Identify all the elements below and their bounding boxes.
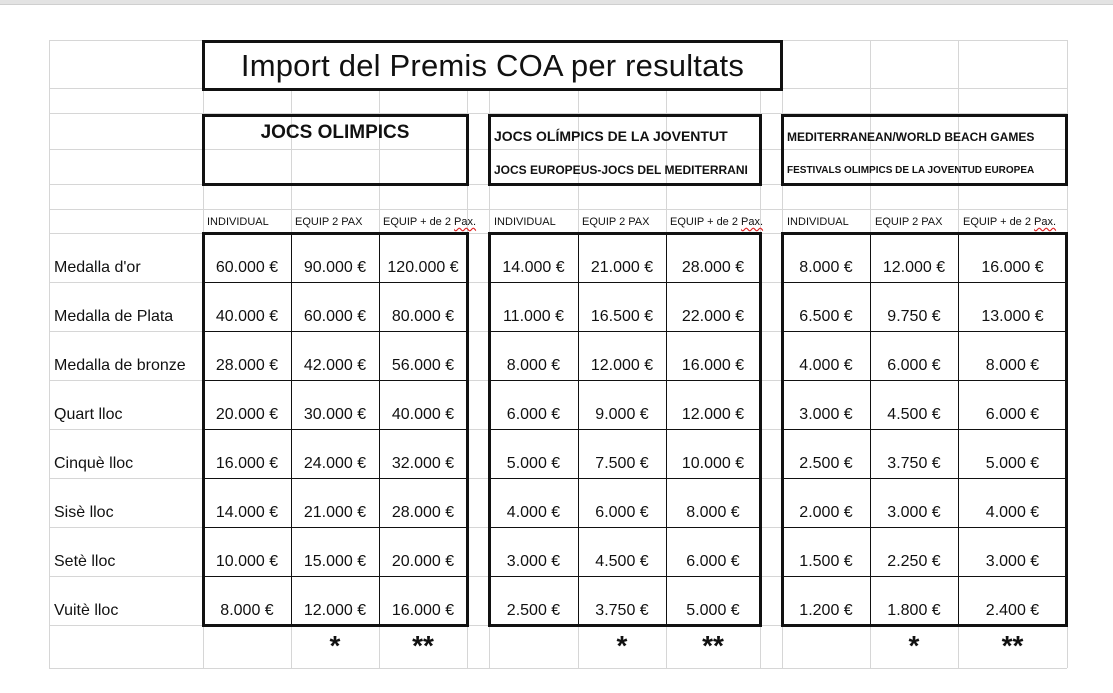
table-cell[interactable]: 8.000 € xyxy=(220,602,274,619)
table-cell[interactable]: 4.000 € xyxy=(799,357,853,374)
table-cell[interactable]: 14.000 € xyxy=(215,504,279,521)
column-header-unit: Pax. xyxy=(741,216,764,228)
table-cell[interactable]: 24.000 € xyxy=(303,455,367,472)
group-youth-subtitle: JOCS EUROPEUS-JOCS DEL MEDITERRANI xyxy=(494,163,748,177)
footnote-mark: ** xyxy=(412,630,434,661)
footnote-mark: * xyxy=(908,630,920,661)
row-label: Cinquè lloc xyxy=(54,455,134,472)
cell-divider-h xyxy=(202,527,469,528)
table-cell[interactable]: 28.000 € xyxy=(391,504,455,521)
table-cell[interactable]: 16.500 € xyxy=(590,308,654,325)
cell-divider-h xyxy=(781,478,1068,479)
table-cell[interactable]: 28.000 € xyxy=(681,259,745,276)
table-cell[interactable]: 10.000 € xyxy=(215,553,279,570)
cell-divider-h xyxy=(202,478,469,479)
table-cell[interactable]: 80.000 € xyxy=(391,308,455,325)
table-cell[interactable]: 1.500 € xyxy=(799,553,853,570)
group-med-title: MEDITERRANEAN/WORLD BEACH GAMES xyxy=(787,130,1035,144)
column-header: EQUIP 2 PAX xyxy=(875,216,943,228)
table-cell[interactable]: 28.000 € xyxy=(215,357,279,374)
table-cell[interactable]: 30.000 € xyxy=(303,406,367,423)
table-cell[interactable]: 12.000 € xyxy=(681,406,745,423)
grid-row-line xyxy=(49,209,1067,210)
table-cell[interactable]: 16.000 € xyxy=(681,357,745,374)
table-cell[interactable]: 21.000 € xyxy=(303,504,367,521)
grid-row-line xyxy=(49,668,1067,669)
table-cell[interactable]: 14.000 € xyxy=(502,259,565,276)
row-label: Setè lloc xyxy=(54,553,116,570)
cell-divider-h xyxy=(781,331,1068,332)
table-cell[interactable]: 3.000 € xyxy=(887,504,941,521)
cell-divider-h xyxy=(781,282,1068,283)
table-cell[interactable]: 40.000 € xyxy=(215,308,279,325)
table-cell[interactable]: 13.000 € xyxy=(981,308,1044,325)
cell-divider-h xyxy=(781,576,1068,577)
column-header xyxy=(963,216,1056,228)
table-cell[interactable]: 12.000 € xyxy=(590,357,654,374)
column-header xyxy=(670,216,763,228)
footnote-mark: ** xyxy=(702,630,724,661)
table-cell[interactable]: 2.400 € xyxy=(985,602,1040,619)
cell-divider-h xyxy=(202,576,469,577)
cell-divider-h xyxy=(488,429,762,430)
footnote-mark: * xyxy=(329,630,341,661)
table-cell[interactable]: 9.750 € xyxy=(887,308,941,325)
page-title: Import del Premis COA per resultats xyxy=(240,47,745,83)
column-header-unit: Pax. xyxy=(1034,216,1057,228)
table-cell[interactable]: 16.000 € xyxy=(391,602,455,619)
column-header: EQUIP 2 PAX xyxy=(295,216,363,228)
column-header-text: EQUIP + de 2 xyxy=(670,216,742,228)
table-cell[interactable]: 2.250 € xyxy=(887,553,941,570)
table-cell[interactable]: 6.000 € xyxy=(985,406,1040,423)
row-label: Medalla de bronze xyxy=(54,357,186,374)
table-cell[interactable]: 22.000 € xyxy=(681,308,745,325)
table-cell[interactable]: 6.000 € xyxy=(887,357,941,374)
cell-divider-h xyxy=(488,478,762,479)
table-cell[interactable]: 16.000 € xyxy=(981,259,1044,276)
cell-divider-h xyxy=(488,576,762,577)
row-label: Quart lloc xyxy=(54,406,123,423)
table-cell[interactable]: 56.000 € xyxy=(391,357,455,374)
group-youth-title: JOCS OLÍMPICS DE LA JOVENTUT xyxy=(494,128,728,144)
table-cell[interactable]: 6.000 € xyxy=(686,553,740,570)
cell-divider-h xyxy=(781,527,1068,528)
cell-divider-h xyxy=(488,380,762,381)
row-label: Sisè lloc xyxy=(54,504,114,521)
table-cell[interactable]: 8.000 € xyxy=(985,357,1040,374)
cell-divider-h xyxy=(202,331,469,332)
cell-divider-h xyxy=(488,282,762,283)
table-cell[interactable]: 2.500 € xyxy=(799,455,853,472)
group-med-subtitle: FESTIVALS OLIMPICS DE LA JOVENTUD EUROPEA xyxy=(787,165,1035,176)
table-cell[interactable]: 12.000 € xyxy=(303,602,367,619)
footnote-mark: ** xyxy=(1001,630,1024,661)
column-header xyxy=(383,216,476,228)
cell-divider-h xyxy=(781,380,1068,381)
column-header: INDIVIDUAL xyxy=(787,216,849,228)
row-label: Medalla de Plata xyxy=(54,308,174,325)
table-cell[interactable]: 4.500 € xyxy=(595,553,649,570)
table-cell[interactable]: 60.000 € xyxy=(303,308,367,325)
table-cell[interactable]: 20.000 € xyxy=(215,406,279,423)
grid-col-line xyxy=(49,40,50,668)
table-cell[interactable]: 4.000 € xyxy=(506,504,561,521)
table-cell[interactable]: 40.000 € xyxy=(391,406,455,423)
table-cell[interactable]: 5.000 € xyxy=(985,455,1040,472)
column-header: INDIVIDUAL xyxy=(207,216,269,228)
table-cell[interactable]: 15.000 € xyxy=(303,553,367,570)
table-cell[interactable]: 120.000 € xyxy=(387,259,459,276)
row-label: Medalla d'or xyxy=(54,259,141,276)
column-header: EQUIP 2 PAX xyxy=(582,216,650,228)
table-cell[interactable]: 32.000 € xyxy=(391,455,455,472)
footnote-mark: * xyxy=(616,630,628,661)
column-header: INDIVIDUAL xyxy=(494,216,556,228)
table-cell[interactable]: 4.000 € xyxy=(985,504,1040,521)
column-header-unit: Pax. xyxy=(454,216,477,228)
table-cell[interactable]: 9.000 € xyxy=(595,406,649,423)
table-cell[interactable]: 90.000 € xyxy=(303,259,367,276)
table-cell[interactable]: 12.000 € xyxy=(882,259,946,276)
column-header-text: EQUIP + de 2 xyxy=(383,216,455,228)
table-cell[interactable]: 6.500 € xyxy=(799,308,853,325)
table-cell[interactable]: 2.500 € xyxy=(506,602,561,619)
table-cell[interactable]: 1.200 € xyxy=(799,602,853,619)
table-cell[interactable]: 8.000 € xyxy=(506,357,561,374)
table-cell[interactable]: 60.000 € xyxy=(215,259,279,276)
cell-divider-h xyxy=(488,527,762,528)
table-cell[interactable]: 42.000 € xyxy=(303,357,367,374)
table-cell[interactable]: 6.000 € xyxy=(506,406,561,423)
table-cell[interactable]: 3.750 € xyxy=(887,455,941,472)
table-cell[interactable]: 5.000 € xyxy=(506,455,561,472)
cell-divider-h xyxy=(781,429,1068,430)
table-cell[interactable]: 21.000 € xyxy=(590,259,654,276)
table-cell[interactable]: 3.000 € xyxy=(799,406,853,423)
table-cell[interactable]: 3.000 € xyxy=(985,553,1040,570)
row-label: Vuitè lloc xyxy=(54,602,119,619)
cell-divider-h xyxy=(488,331,762,332)
table-cell[interactable]: 3.750 € xyxy=(595,602,649,619)
table-cell[interactable]: 1.800 € xyxy=(887,602,941,619)
cell-divider-h xyxy=(202,282,469,283)
table-cell[interactable]: 7.500 € xyxy=(595,455,649,472)
cell-divider-h xyxy=(202,380,469,381)
table-cell[interactable]: 5.000 € xyxy=(686,602,740,619)
table-cell[interactable]: 11.000 € xyxy=(502,308,565,325)
title-box xyxy=(202,40,783,91)
group-olympic-title: JOCS OLIMPICS xyxy=(260,122,410,143)
column-header-text: EQUIP + de 2 xyxy=(963,216,1035,228)
table-cell[interactable]: 6.000 € xyxy=(595,504,649,521)
table-cell[interactable]: 16.000 € xyxy=(215,455,279,472)
table-cell[interactable]: 8.000 € xyxy=(686,504,740,521)
cell-divider-h xyxy=(202,429,469,430)
table-cell[interactable]: 3.000 € xyxy=(506,553,561,570)
table-cell[interactable]: 4.500 € xyxy=(887,406,941,423)
table-cell[interactable]: 8.000 € xyxy=(799,259,853,276)
table-cell[interactable]: 20.000 € xyxy=(391,553,455,570)
table-cell[interactable]: 2.000 € xyxy=(799,504,853,521)
table-cell[interactable]: 10.000 € xyxy=(681,455,745,472)
